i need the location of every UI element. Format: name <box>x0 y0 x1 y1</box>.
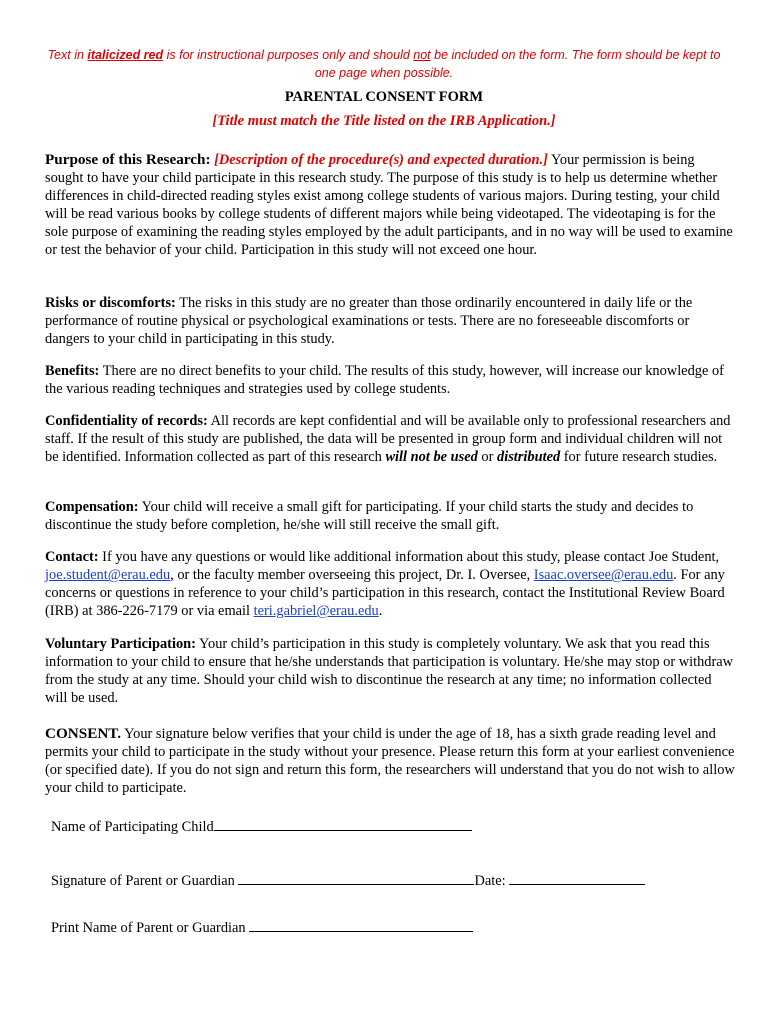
confidentiality-heading: Confidentiality of records: <box>45 413 208 429</box>
irb-email-link[interactable]: teri.gabriel@erau.edu <box>253 603 379 620</box>
student-email-link[interactable]: joe.student@erau.edu <box>45 567 171 584</box>
contact-text: , or the faculty member overseeing this project, Dr. I. Oversee, <box>170 567 534 584</box>
date-field[interactable] <box>509 869 645 885</box>
purpose-heading: Purpose of this Research: <box>45 151 211 168</box>
form-title: PARENTAL CONSENT FORM <box>284 89 484 105</box>
instruction-text: be included on the form. The form should be kept to one page when possible. <box>314 48 721 80</box>
confidentiality-emphasis: distributed <box>497 449 561 466</box>
title-instruction: [Title must match the Title listed on the IRB Application.] <box>212 113 556 129</box>
consent-text: Your signature below verifies that your child is under the age of 18, has a sixth grade reading level and permits your child to participate in the study without your presence. Please return this form at your earliest convenience (or specified date). If you do not sign and return this form, the researchers will understand that you do not wish to allow your child to participate. <box>45 726 735 797</box>
date-label: Date: <box>474 873 506 889</box>
benefits-text: There are no direct benefits to your child. The results of this study, however, will increase our knowledge of the various reading techniques and strategies used by college students. <box>45 363 724 398</box>
confidentiality-emphasis: will not be used <box>385 449 478 466</box>
contact-section <box>45 548 735 620</box>
compensation-text: Your child will receive a small gift for participating. If your child starts the study and decides to discontinue the study before completion, he/she will still receive the small gift. <box>45 499 694 534</box>
confidentiality-text: for future research studies. <box>560 449 718 466</box>
contact-text: If you have any questions or would like additional information about this study, please contact Joe Student, <box>102 549 720 565</box>
voluntary-text: Your child’s participation in this study is completely voluntary. We ask that you read this information to your child to ensure that he/she understands that participation is voluntary. He/she may stop or withdraw from the study at any time. Should your child wish to discontinue the research at any time; no information collected will be used. <box>45 636 734 707</box>
voluntary-section <box>45 635 735 707</box>
purpose-text: Your permission is being sought to have your child participate in this research study. The purpose of this study is to help us determine whether differences in child-directed reading styles exist among college students of various majors. During testing, your child will be read various books by college students of different majors while being videotaped. The videotaping is for the sole purpose of examining the reading styles employed by the adult participants, and in no way will be used to examine or test the behavior of your child. Participation in this study will not exceed one hour. <box>45 152 733 259</box>
contact-heading: Contact: <box>45 549 99 565</box>
consent-section <box>45 725 735 797</box>
child-name-field[interactable] <box>214 815 472 831</box>
consent-heading: CONSENT. <box>45 725 122 742</box>
confidentiality-text: All records are kept confidential and will be available only to professional researchers and staff. If the result of this study are published, the data will be presented in group form and individual children will not be identified. Information collected as part of this research <box>45 413 731 466</box>
parent-signature-row <box>51 869 645 890</box>
purpose-instruction: [Description of the procedure(s) and expected duration.] <box>214 152 548 168</box>
parent-signature-field[interactable] <box>238 869 474 885</box>
compensation-section <box>45 498 735 534</box>
confidentiality-text: or <box>477 449 497 466</box>
risks-text: The risks in this study are no greater than those ordinarily encountered in daily life or the performance of routine physical or psychological examinations or tests. There are no foreseeable discomforts or dangers to your child in participating in this study. <box>45 295 693 348</box>
parent-signature-label: Signature of Parent or Guardian <box>51 873 235 889</box>
instruction-text: Text in <box>47 48 88 62</box>
print-name-row <box>51 916 473 937</box>
voluntary-heading: Voluntary Participation: <box>45 636 196 652</box>
risks-section <box>45 294 735 348</box>
print-name-field[interactable] <box>249 916 473 932</box>
purpose-section <box>45 151 735 260</box>
risks-heading: Risks or discomforts: <box>45 295 176 311</box>
child-name-label: Name of Participating Child <box>51 819 214 835</box>
benefits-section <box>45 362 735 398</box>
contact-text: . <box>378 603 383 620</box>
confidentiality-section <box>45 412 735 466</box>
child-name-row <box>51 815 472 836</box>
instruction-text: is for instructional purposes only and should <box>163 48 414 62</box>
faculty-email-link[interactable]: Isaac.oversee@erau.edu <box>533 567 674 584</box>
print-name-label: Print Name of Parent or Guardian <box>51 920 246 936</box>
instruction-not: not <box>413 48 431 62</box>
instruction-highlight: italicized red <box>87 48 164 62</box>
instruction-note <box>40 46 728 82</box>
contact-text: . For any concerns or questions in reference to your child’s participation in this research, contact the Institutional Review Board (IRB) at 386-226-7179 or via email <box>45 567 725 620</box>
compensation-heading: Compensation: <box>45 499 139 515</box>
benefits-heading: Benefits: <box>45 363 100 379</box>
